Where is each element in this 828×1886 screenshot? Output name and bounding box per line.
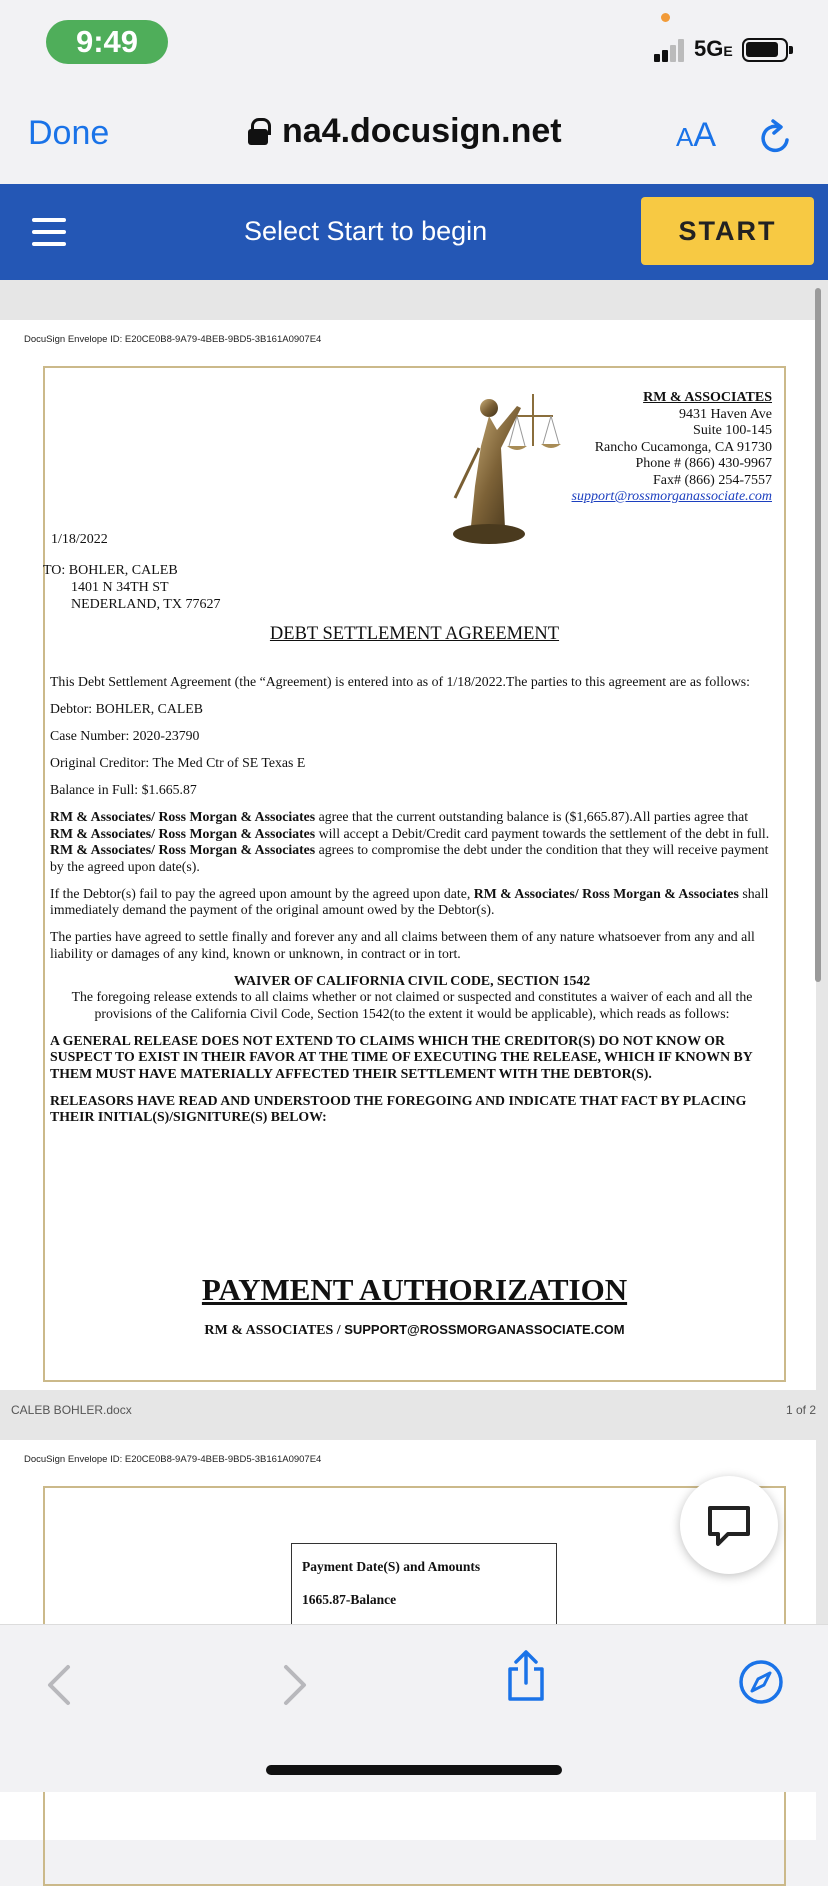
menu-icon[interactable] [32, 218, 66, 246]
document-title: DEBT SETTLEMENT AGREEMENT [269, 624, 560, 644]
agreement-paragraph: RM & Associates/ Ross Morgan & Associates agree that the current outstanding balance is ($1,665.87).All parties agree that RM & Associates/ Ross Morgan & Associates will accept a Debit/Credit card payment towards the settlement of the debt in full. RM & Associates/ Ross Morgan & Associates agrees to compromise the debt under the condition that they will receive payment by the agreed upon date(s). [50, 809, 770, 874]
page-frame [43, 366, 786, 1382]
envelope-id: DocuSign Envelope ID: E20CE0B8-9A79-4BEB-9BD5-3B161A0907E4 [24, 1454, 322, 1465]
status-bar [0, 0, 828, 90]
compass-icon[interactable] [738, 1659, 784, 1705]
company-phone: Phone # (866) 430-9967 [635, 456, 772, 471]
company-fax: Fax# (866) 254-7557 [653, 472, 772, 488]
lock-icon [248, 118, 268, 146]
releasors-text: RELEASORS HAVE READ AND UNDERSTOOD THE FOREGOING AND INDICATE THAT FACT BY PLACING THEIR INITIAL(S)/SIGNITURE(S) BELOW: [50, 1092, 747, 1124]
case-number-line: Case Number: 2020-23790 [50, 728, 200, 743]
recipient-street: 1401 N 34TH ST [71, 580, 169, 595]
status-time: 9:49 [46, 20, 168, 64]
original-creditor-line: Original Creditor: The Med Ctr of SE Texas E [50, 755, 306, 770]
company-name: RM & ASSOCIATES [643, 390, 772, 405]
address-bar[interactable] [248, 112, 562, 151]
chat-button[interactable] [680, 1476, 778, 1574]
page-counter: 1 of 2 [785, 1403, 816, 1417]
docusign-toolbar [0, 184, 828, 280]
url-text: na4.docusign.net [282, 112, 562, 150]
home-indicator[interactable] [266, 1765, 562, 1775]
waiver-text: The foregoing release extends to all claims whether or not claimed or suspected and constitutes a waiver of each and all the provisions of the California Civil Code, Section 1542(to the extent it would be applicable), which reads as follows: [71, 989, 753, 1021]
intro-paragraph: This Debt Settlement Agreement (the “Agreement) is entered into as of 1/18/2022.The parties to this agreement are as follows: [50, 674, 750, 689]
envelope-id: DocuSign Envelope ID: E20CE0B8-9A79-4BEB-9BD5-3B161A0907E4 [24, 334, 322, 345]
document-page-1 [0, 320, 816, 1390]
recipient-address [43, 562, 220, 613]
waiver-title: WAIVER OF CALIFORNIA CIVIL CODE, SECTION 1542 [233, 972, 591, 988]
forward-icon[interactable] [280, 1663, 310, 1707]
done-button[interactable]: Done [28, 114, 110, 152]
document-viewer[interactable] [0, 280, 828, 1624]
recipient-name: TO: BOHLER, CALEB [43, 563, 178, 578]
share-icon[interactable] [504, 1649, 548, 1703]
document-filename: CALEB BOHLER.docx [11, 1403, 132, 1417]
company-info [572, 390, 772, 506]
reload-icon[interactable] [757, 118, 793, 156]
payment-authorization-heading: PAYMENT AUTHORIZATION [201, 1272, 628, 1307]
payment-table-row: 1665.87-Balance [302, 1592, 397, 1607]
page-footer [0, 1390, 816, 1432]
company-address-2: Suite 100-145 [693, 423, 772, 438]
recipient-city: NEDERLAND, TX 77627 [71, 597, 221, 612]
start-button[interactable]: START [641, 197, 814, 265]
debtor-line: Debtor: BOHLER, CALEB [50, 701, 203, 716]
company-email-link[interactable]: support@rossmorganassociate.com [571, 489, 772, 504]
company-address-1: 9431 Haven Ave [678, 406, 772, 422]
payment-table-header: Payment Date(S) and Amounts [302, 1559, 481, 1574]
back-icon[interactable] [44, 1663, 74, 1707]
default-paragraph: If the Debtor(s) fail to pay the agreed upon amount by the agreed upon date, RM & Associates/ Ross Morgan & Associates shall immediately demand the payment of the original amount owed by the Debtor(s). [50, 885, 769, 917]
settlement-paragraph: The parties have agreed to settle finally and forever any and all claims between them of any nature whatsoever from any and all liability or damages of any kind, known or unknown, in contract or in tort. [50, 929, 755, 961]
chat-icon [680, 1476, 778, 1574]
lady-justice-statue-image [445, 386, 567, 546]
network-indicator: 5GE [694, 36, 733, 61]
payment-authorization-subtitle: RM & ASSOCIATES / SUPPORT@ROSSMORGANASSOCIATE.COM [204, 1322, 625, 1338]
battery-icon [742, 38, 788, 62]
general-release-text: A GENERAL RELEASE DOES NOT EXTEND TO CLAIMS WHICH THE CREDITOR(S) DO NOT KNOW OR SUSPECT TO EXIST IN THEIR FAVOR AT THE TIME OF EXECUTING THE RELEASE, WHICH IF KNOWN BY THEM MUST HAVE MATERIALLY AFFECTED THEIR SETTLEMENT WITH THE DEBTOR(S). [50, 1032, 753, 1081]
balance-line: Balance in Full: $1.665.87 [50, 782, 197, 797]
letter-date: 1/18/2022 [51, 532, 108, 547]
agreement-body [50, 674, 774, 1136]
privacy-indicator [661, 13, 670, 22]
instruction-text: Select Start to begin [244, 216, 488, 246]
text-size-button[interactable]: AA [676, 116, 717, 154]
company-city: Rancho Cucamonga, CA 91730 [594, 439, 772, 455]
browser-bar [0, 90, 828, 184]
signal-icon [654, 38, 692, 62]
scrollbar[interactable] [815, 288, 821, 982]
